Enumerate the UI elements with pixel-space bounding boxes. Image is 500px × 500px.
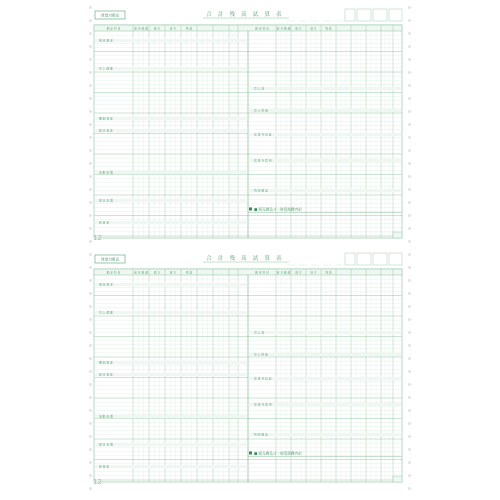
feed-hole [89, 214, 92, 217]
feed-hole [89, 45, 92, 48]
feed-hole [89, 6, 92, 9]
feed-hole [408, 266, 411, 269]
feed-hole [89, 318, 92, 321]
left-side-code: 12 [93, 234, 102, 242]
left-group-label-0: 現 金 預 金 [99, 38, 113, 43]
feed-hole [89, 370, 92, 373]
header-column-right-4: 残 高 [325, 26, 332, 31]
header-column-right-2: 借 方 [295, 26, 302, 31]
feed-hole [89, 84, 92, 87]
feed-hole [89, 279, 92, 282]
feed-hole [408, 409, 411, 412]
trial-balance-form-upper [93, 6, 404, 242]
feed-hole [408, 110, 411, 113]
right-group-band [248, 109, 401, 112]
feed-hole [408, 435, 411, 438]
feed-hole [89, 149, 92, 152]
header-column-right-4: 残 高 [325, 270, 332, 275]
header-column-left-1: 前 月 繰 越 [134, 26, 148, 31]
feed-hole [89, 292, 92, 295]
feed-hole [89, 357, 92, 360]
feed-hole [408, 240, 411, 243]
left-group-label-5: 固 定 負 債 [99, 198, 113, 203]
left-group-label-3: 固 定 資 産 [99, 372, 113, 377]
right-group-label-0: 売 上 高 [254, 330, 265, 335]
header-column-left-1: 前 月 繰 越 [134, 270, 148, 275]
feed-hole [89, 32, 92, 35]
right-group-band [248, 189, 401, 192]
feed-hole [89, 162, 92, 165]
feed-hole [89, 110, 92, 113]
grand-total-cell [393, 476, 402, 482]
feed-hole [408, 97, 411, 100]
left-side-code: 12 [93, 478, 102, 486]
feed-hole [408, 123, 411, 126]
left-group-label-6: 純 資 産 [99, 220, 110, 225]
feed-hole [89, 97, 92, 100]
feed-hole [408, 305, 411, 308]
form-title: 合 計 残 高 試 算 表 [206, 12, 284, 18]
feed-hole [408, 357, 411, 360]
header-column-right-1: 前 月 繰 越 [276, 270, 291, 275]
left-group-label-2: 棚 卸 資 産 [99, 360, 113, 365]
feed-hole [89, 487, 92, 490]
feed-hole [408, 331, 411, 334]
grand-total-cell [393, 232, 402, 238]
feed-hole [408, 422, 411, 425]
right-group-label-1: 売 上 原 価 [254, 108, 268, 113]
right-group-label-0: 売 上 高 [254, 86, 265, 91]
left-group-band [94, 199, 247, 202]
left-group-band [94, 283, 247, 286]
right-group-label-3: 営 業 外 費 用 [254, 402, 272, 407]
header-account-name-left: 勘 定 科 目 [106, 26, 121, 31]
feed-hole [89, 71, 92, 74]
header-column-left-4: 残 高 [185, 26, 193, 31]
header-column-right-2: 借 方 [295, 270, 302, 275]
header-column-left-2: 借 方 [153, 270, 161, 275]
feed-hole [89, 448, 92, 451]
feed-hole [89, 19, 92, 22]
right-group-label-3: 営 業 外 費 用 [254, 158, 272, 163]
feed-hole [408, 318, 411, 321]
feed-hole [89, 266, 92, 269]
left-group-band [94, 221, 247, 224]
feed-hole [89, 422, 92, 425]
header-account-name-right: 勘 定 科 目 [255, 26, 269, 31]
feed-hole [89, 123, 92, 126]
left-group-label-0: 現 金 預 金 [99, 282, 113, 287]
feed-hole [89, 58, 92, 61]
left-group-band [94, 67, 247, 70]
feed-hole [408, 227, 411, 230]
feed-hole [89, 344, 92, 347]
left-group-label-4: 流 動 負 債 [99, 414, 113, 419]
header-column-left-3: 貸 方 [169, 26, 177, 31]
left-group-band [94, 361, 247, 364]
left-group-band [94, 373, 247, 376]
feed-hole [89, 227, 92, 230]
left-group-label-1: 売 上 債 権 [99, 310, 113, 315]
feed-hole [408, 461, 411, 464]
pl-note-label: ■ 販売費及び一般管理費内訳 [254, 207, 302, 212]
right-group-label-2: 営 業 外 収 益 [254, 376, 272, 381]
left-group-band [94, 415, 247, 418]
feed-hole [408, 448, 411, 451]
left-group-label-6: 純 資 産 [99, 464, 110, 469]
feed-hole [408, 71, 411, 74]
feed-hole [89, 331, 92, 334]
left-group-band [94, 311, 247, 314]
balance-sheet-tag-label: 貸借対照表 [101, 13, 119, 18]
balance-sheet-tag [95, 255, 125, 263]
feed-hole [89, 396, 92, 399]
pl-note-label: ■ 販売費及び一般管理費内訳 [254, 451, 302, 456]
right-group-band [248, 331, 401, 334]
header-account-name-left: 勘 定 科 目 [106, 270, 121, 275]
feed-hole [89, 461, 92, 464]
feed-hole [408, 6, 411, 9]
feed-hole [408, 58, 411, 61]
feed-hole [89, 253, 92, 256]
left-group-band [94, 465, 247, 468]
left-group-band [94, 117, 247, 120]
feed-hole [89, 474, 92, 477]
header-column-right-3: 貸 方 [310, 270, 317, 275]
feed-hole [89, 136, 92, 139]
feed-hole [408, 396, 411, 399]
header-column-right-1: 前 月 繰 越 [276, 26, 291, 31]
balance-sheet-tag [95, 11, 125, 19]
header-column-left-2: 借 方 [153, 26, 161, 31]
right-tractor-feed-holes [405, 0, 415, 500]
left-group-label-1: 売 上 債 権 [99, 66, 113, 71]
right-group-label-2: 営 業 外 収 益 [254, 132, 272, 137]
left-group-band [94, 129, 247, 132]
trial-balance-form-lower [93, 250, 404, 486]
pl-note-bullet [249, 452, 252, 455]
feed-hole [408, 292, 411, 295]
feed-hole [408, 370, 411, 373]
feed-hole [89, 201, 92, 204]
feed-hole [89, 305, 92, 308]
feed-hole [408, 201, 411, 204]
feed-hole [89, 383, 92, 386]
feed-hole [408, 487, 411, 490]
feed-hole [89, 175, 92, 178]
right-group-label-4: 特 別 損 益 [254, 432, 268, 437]
feed-hole [408, 32, 411, 35]
feed-hole [408, 84, 411, 87]
feed-hole [408, 474, 411, 477]
header-column-left-3: 貸 方 [169, 270, 177, 275]
left-group-band [94, 443, 247, 446]
feed-hole [408, 383, 411, 386]
right-group-band [248, 433, 401, 436]
feed-hole [89, 435, 92, 438]
pl-note-bullet [249, 208, 252, 211]
balance-sheet-tag-label: 貸借対照表 [101, 257, 119, 262]
left-group-band [94, 39, 247, 42]
feed-hole [89, 240, 92, 243]
left-group-label-3: 固 定 資 産 [99, 128, 113, 133]
left-group-label-4: 流 動 負 債 [99, 170, 113, 175]
feed-hole [408, 188, 411, 191]
header-column-left-4: 残 高 [185, 270, 193, 275]
feed-hole [408, 162, 411, 165]
left-group-label-5: 固 定 負 債 [99, 442, 113, 447]
left-group-label-2: 棚 卸 資 産 [99, 116, 113, 121]
feed-hole [408, 253, 411, 256]
right-group-band [248, 353, 401, 356]
form-title: 合 計 残 高 試 算 表 [206, 256, 284, 262]
feed-hole [89, 409, 92, 412]
right-group-label-4: 特 別 損 益 [254, 188, 268, 193]
right-group-label-1: 売 上 原 価 [254, 352, 268, 357]
feed-hole [408, 344, 411, 347]
right-group-band [248, 87, 401, 90]
approval-stamp-boxes [287, 253, 402, 265]
left-group-band [94, 171, 247, 174]
header-column-right-3: 貸 方 [310, 26, 317, 31]
approval-stamp-boxes [287, 9, 402, 21]
feed-hole [408, 45, 411, 48]
feed-hole [408, 149, 411, 152]
header-account-name-right: 勘 定 科 目 [255, 270, 269, 275]
feed-hole [408, 136, 411, 139]
feed-hole [408, 175, 411, 178]
feed-hole [408, 279, 411, 282]
feed-hole [408, 214, 411, 217]
feed-hole [408, 19, 411, 22]
feed-hole [89, 188, 92, 191]
